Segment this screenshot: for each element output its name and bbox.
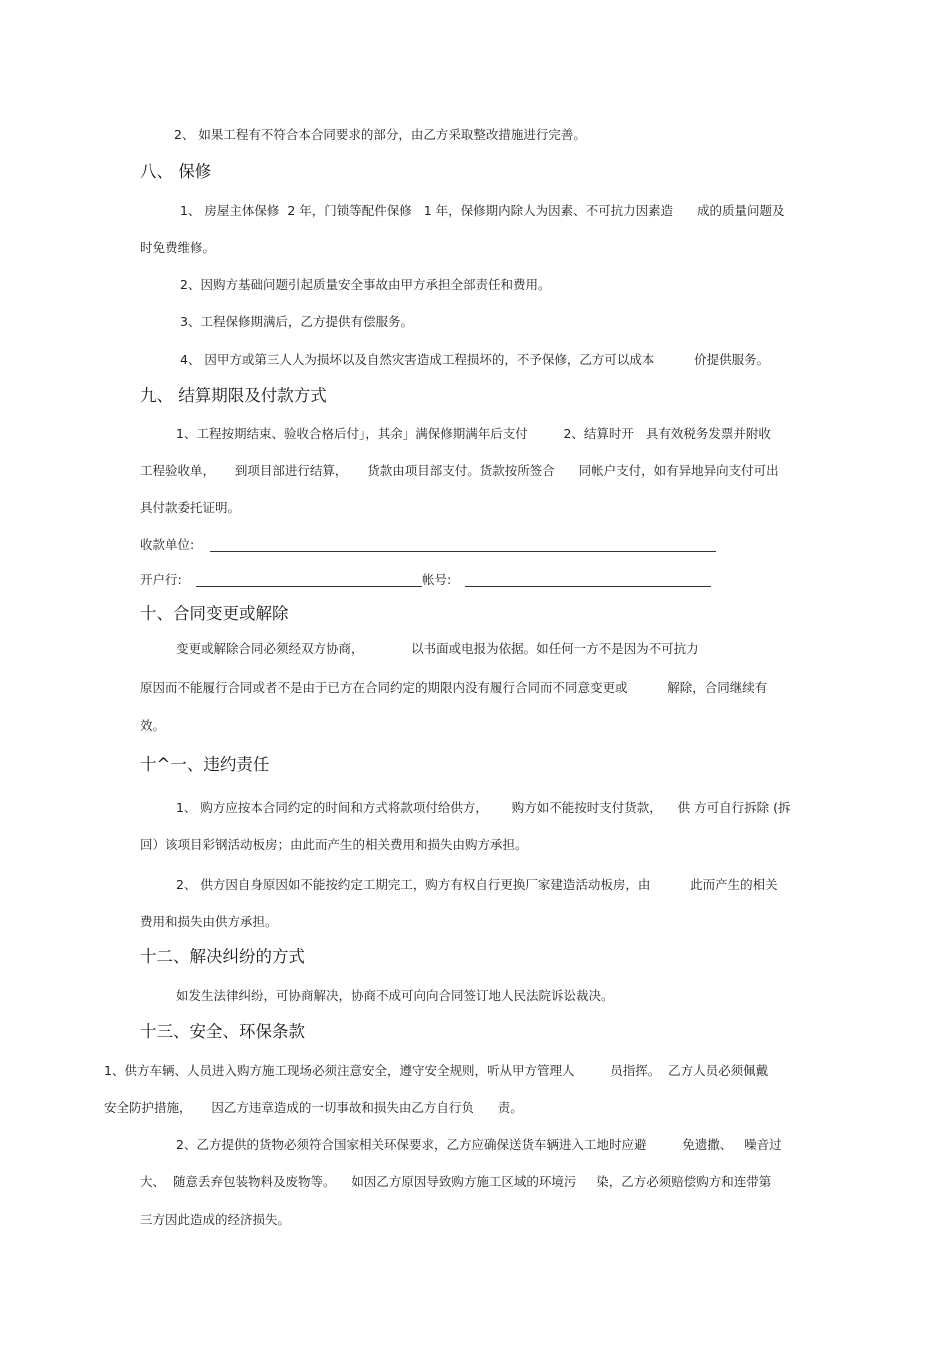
account-blank xyxy=(465,586,711,587)
clause-13-item-2-cont2: 三方因此造成的经济损失。 xyxy=(140,1212,291,1227)
clause-11-item-1-cont: 回）该项目彩钢活动板房；由此而产生的相关费用和损失由购方承担。 xyxy=(140,837,528,852)
payee-blank xyxy=(210,551,716,552)
clause-8-item-1: 1、 房屋主体保修 2 年，门锁等配件保修 1 年，保修期内除人为因素、不可抗力因素造 成的质量问题及 xyxy=(180,203,785,218)
clause-13-item-2: 2、乙方提供的货物必须符合国家相关环保要求，乙方应确保送货车辆进入工地时应避 免遗撒、 噪音过 xyxy=(176,1137,782,1152)
bank-blank xyxy=(196,586,422,587)
section-heading-10: 十、合同变更或解除 xyxy=(140,604,289,623)
clause-11-item-2: 2、 供方因自身原因如不能按约定工期完工，购方有权自行更换厂家建造活动板房，由 此而产生的相关 xyxy=(176,877,778,892)
section-heading-8: 八、 保修 xyxy=(140,162,212,181)
section-heading-11: 十^一、违约责任 xyxy=(140,755,270,774)
clause-7-item-2: 2、 如果工程有不符合本合同要求的部分，由乙方采取整改措施进行完善。 xyxy=(174,127,586,142)
bank-label: 开户行: xyxy=(140,572,182,587)
section-heading-12: 十二、解决纠纷的方式 xyxy=(140,947,305,966)
clause-8-item-1-cont: 时免费维修。 xyxy=(140,240,216,255)
clause-8-item-2: 2、因购方基础问题引起质量安全事故由甲方承担全部责任和费用。 xyxy=(180,277,551,292)
payee-label: 收款单位: xyxy=(140,537,195,552)
clause-11-item-2-cont: 费用和损失由供方承担。 xyxy=(140,914,278,929)
clause-10-line-2: 原因而不能履行合同或者不是由于已方在合同约定的期限内没有履行合同而不同意变更或 解除，合同继续有 xyxy=(140,680,768,695)
clause-10-line-3: 效。 xyxy=(140,718,166,733)
clause-10-line-1: 变更或解除合同必须经双方协商， 以书面或电报为依据。如任何一方不是因为不可抗力 xyxy=(176,641,699,656)
account-label: 帐号: xyxy=(422,572,452,587)
clause-9-item-1-cont1: 工程验收单， 到项目部进行结算， 货款由项目部支付。货款按所签合 同帐户支付，如有异地异向支付可出 xyxy=(140,463,779,478)
section-heading-9: 九、 结算期限及付款方式 xyxy=(140,386,327,405)
clause-8-item-4: 4、 因甲方或第三人人为损坏以及自然灾害造成工程损坏的，不予保修，乙方可以成本 价提供服务。 xyxy=(180,352,770,367)
clause-11-item-1: 1、 购方应按本合同约定的时间和方式将款项付给供方， 购方如不能按时支付货款， 供 方可自行拆除 (拆 xyxy=(176,800,791,815)
clause-13-item-1-cont: 安全防护措施， 因乙方违章造成的一切事故和损失由乙方自行负 责。 xyxy=(104,1100,523,1115)
clause-13-item-1: 1、供方车辆、人员进入购方施工现场必须注意安全，遵守安全规则，听从甲方管理人 员指挥。 乙方人员必须佩戴 xyxy=(104,1063,769,1078)
clause-12-text: 如发生法律纠纷，可协商解决，协商不成可向向合同签订地人民法院诉讼裁决。 xyxy=(176,988,614,1003)
section-heading-13: 十三、安全、环保条款 xyxy=(140,1022,305,1041)
clause-9-item-1: 1、工程按期结束、验收合格后付」，其余」满保修期满年后支付 2、结算时开 具有效税务发票并附收 xyxy=(176,426,771,441)
clause-8-item-3: 3、工程保修期满后，乙方提供有偿服务。 xyxy=(180,314,413,329)
clause-9-item-1-cont2: 具付款委托证明。 xyxy=(140,500,241,515)
clause-13-item-2-cont1: 大、 随意丢弃包装物料及废物等。 如因乙方原因导致购方施工区域的环境污 染，乙方必须赔偿购方和连带第 xyxy=(140,1174,772,1189)
